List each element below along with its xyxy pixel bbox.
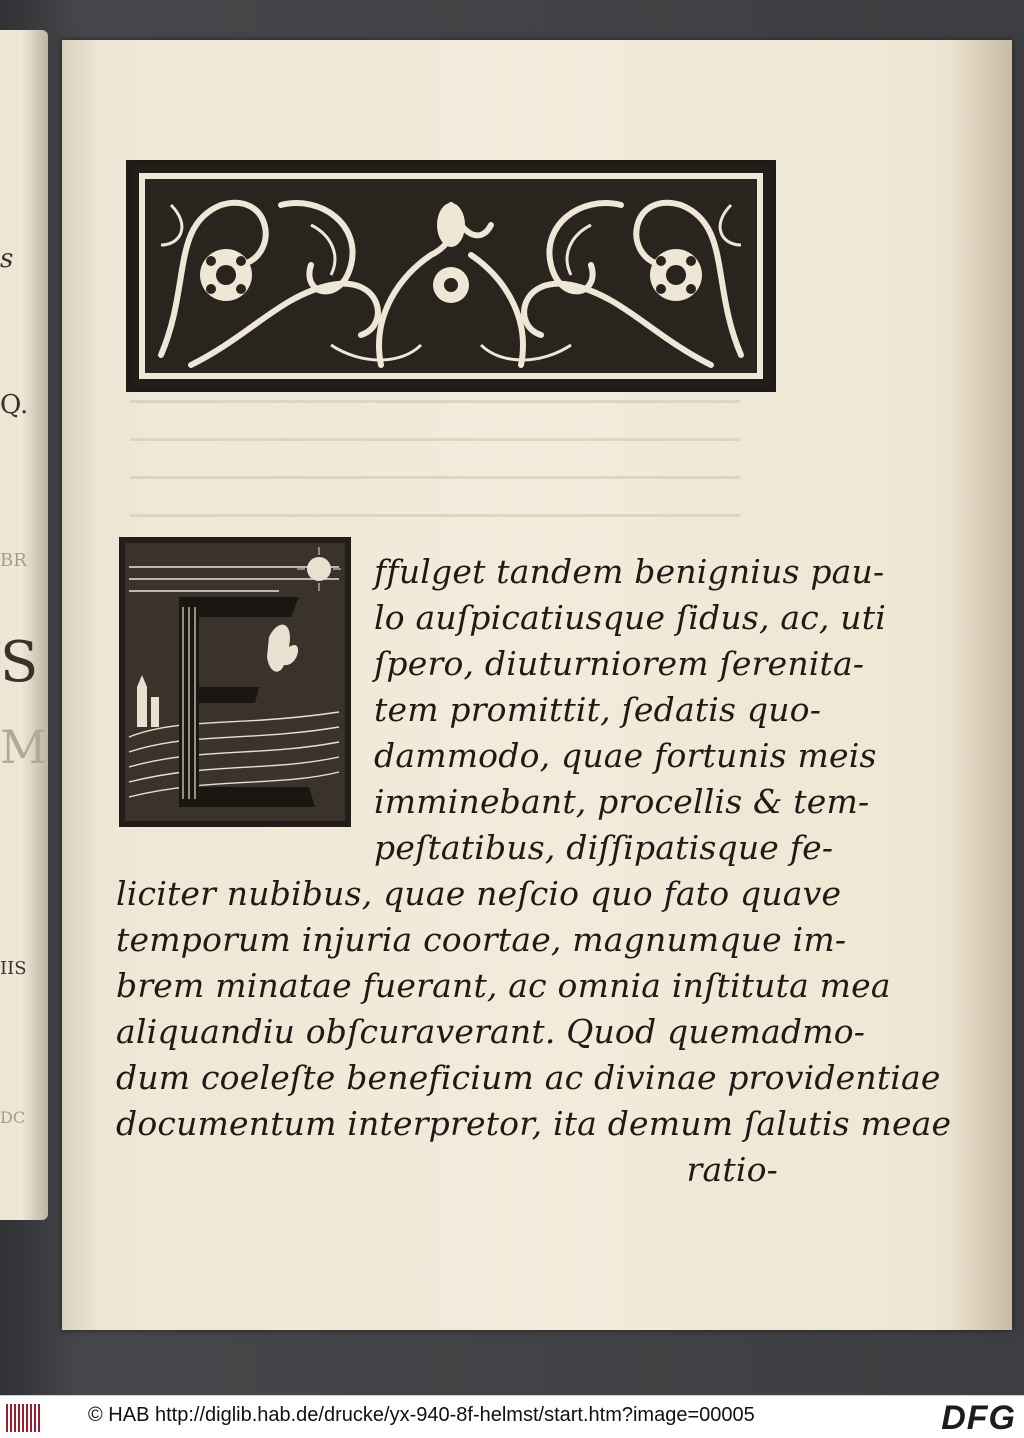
- viewer-footer: [0, 1395, 1024, 1438]
- dfg-logo: DFG: [941, 1399, 1016, 1437]
- left-fragment: S: [0, 630, 39, 695]
- text-line: temporum injuria coortae, magnumque im-: [116, 920, 847, 959]
- text-line: peſtatibus, diſſipatisque fe-: [374, 828, 834, 867]
- text-line: aliquandiu obſcuraverant. Quod quemadmo-: [116, 1012, 866, 1051]
- text-line: tem promittit, ſedatis quo-: [374, 690, 822, 729]
- left-fragment: s: [0, 244, 14, 274]
- text-line: ffulget tandem benignius pau-: [374, 552, 885, 591]
- foliage-ornament-icon: [131, 165, 771, 387]
- left-page-edge: [0, 30, 48, 1220]
- text-line: documentum interpretor, ita demum ſalutis meae: [116, 1104, 952, 1143]
- bleed-through: [130, 438, 740, 441]
- hab-logo-icon: [6, 1404, 46, 1432]
- text-line: imminebant, procellis & tem-: [374, 782, 870, 821]
- ornamental-headpiece: [126, 160, 776, 392]
- text-line: dammodo, quae fortunis meis: [374, 736, 877, 775]
- copyright-url[interactable]: © HAB http://diglib.hab.de/drucke/yx-940-8f-helmst/start.htm?image=00005: [88, 1404, 755, 1426]
- woodcut-landscape-icon: [119, 537, 351, 827]
- left-fragment: M: [0, 720, 48, 774]
- left-fragment: DC: [0, 1108, 26, 1127]
- text-line: dum coeleſte beneficium ac divinae providentiae: [116, 1058, 941, 1097]
- page-edge-shadow: [952, 40, 1012, 1330]
- bleed-through: [130, 514, 740, 517]
- left-fragment: BR: [0, 550, 27, 571]
- book-page: [62, 40, 1012, 1330]
- text-line: liciter nubibus, quae neſcio quo fato quave: [116, 874, 842, 913]
- text-line: lo auſpicatiusque ſidus, ac, uti: [374, 598, 886, 637]
- left-fragment: Q.: [0, 390, 29, 420]
- catchword: ratio-: [686, 1150, 778, 1189]
- bleed-through: [130, 476, 740, 479]
- decorated-initial: [119, 537, 351, 827]
- bleed-through: [130, 400, 740, 403]
- left-fragment: IIS: [0, 958, 27, 979]
- text-line: ſpero, diuturniorem ſerenita-: [374, 644, 865, 683]
- text-line: brem minatae fuerant, ac omnia inſtituta mea: [116, 966, 891, 1005]
